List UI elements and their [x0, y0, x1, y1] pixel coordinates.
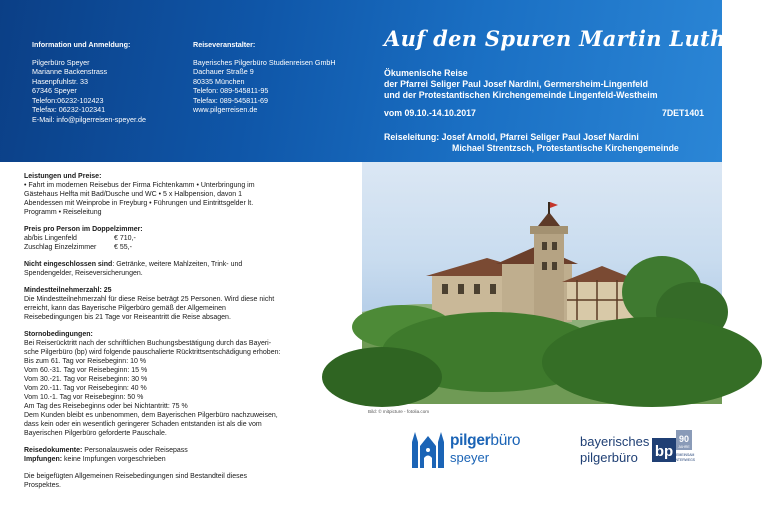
- services-line: Abendessen mit Weinprobe in Freyburg • Führungen und Eintrittsgelder lt.: [24, 200, 254, 207]
- price-heading: Preis pro Person im Doppelzimmer:: [24, 226, 143, 233]
- min-participants-line: erreicht, kann das Bayerische Pilgerbüro gemäß der Allgemeinen: [24, 305, 226, 312]
- min-participants-heading: Mindestteilnehmerzahl: 25: [24, 287, 112, 294]
- cancellation-line: Vom 30.-21. Tag vor Reisebeginn: 30 %: [24, 376, 148, 383]
- cancellation-line: Vom 10.-1. Tag vor Reisebeginn: 50 %: [24, 394, 144, 401]
- leader-line: Michael Strentzsch, Protestantische Kirchengemeinde: [452, 143, 679, 153]
- trip-subtitle: [384, 68, 714, 101]
- cancellation-line: Bis zum 61. Tag vor Reisebeginn: 10 %: [24, 358, 147, 365]
- bayerisches-pilgerbuero-logo: [580, 430, 700, 472]
- exclusions-line: Spendengelder, Reiseversicherungen.: [24, 270, 143, 277]
- bp-tagline-1: GEMEINSAM: [673, 453, 695, 457]
- trip-date-row: [384, 108, 704, 119]
- min-participants-line: Die Mindestteilnehmerzahl für diese Reise beträgt 25 Personen. Wird diese nicht: [24, 296, 275, 303]
- contact-line: Pilgerbüro Speyer: [32, 57, 90, 67]
- exclusions-text: : Getränke, weitere Mahlzeiten, Trink- und: [112, 261, 243, 268]
- vaccinations-label: Impfungen:: [24, 456, 63, 463]
- price-value: € 710,-: [114, 235, 136, 242]
- cancellation-line: Dem Kunden bleibt es unbenommen, dem Bayerischen Pilgerbüro nachzuweisen,: [24, 412, 278, 419]
- trip-leaders: [384, 132, 714, 154]
- organizer-line: Telefax: 089-545811-69: [193, 95, 268, 105]
- cancellation-line: Bayerischen Pilgerbüro geforderte Pauschale.: [24, 430, 167, 437]
- cancellation-line: dass kein oder ein wesentlich geringerer Schaden entstanden ist als die vom: [24, 421, 262, 428]
- bp-years: 90: [678, 434, 690, 444]
- cancellation-line: Vom 20.-11. Tag vor Reisebeginn: 40 %: [24, 385, 147, 392]
- organizer-line: Bayerisches Pilgerbüro Studienreisen GmbH: [193, 57, 336, 67]
- organizer-line: 80335 München: [193, 76, 245, 86]
- services-line: Programm • Reiseleitung: [24, 209, 102, 216]
- subtitle-line: der Pfarrei Seliger Paul Josef Nardini, Germersheim-Lingenfeld: [384, 79, 648, 89]
- contact-line: Hasenpfuhlstr. 33: [32, 76, 88, 86]
- wartburg-castle-photo: [362, 162, 722, 404]
- services-line: • Fahrt im modernen Reisebus der Firma Fichtenkamm • Unterbringung im: [24, 182, 255, 189]
- organizer-website[interactable]: www.pilgerreisen.de: [193, 105, 258, 114]
- contact-email[interactable]: E-Mail: info@pilgerreisen-speyer.de: [32, 114, 146, 124]
- min-participants-line: Reisebedingungen bis 21 Tage vor Reiseantritt die Reise absagen.: [24, 314, 231, 321]
- logo1-wordmark: [450, 432, 520, 450]
- terms-line: Die beigefügten Allgemeinen Reisebedingungen sind Bestandteil dieses: [24, 473, 247, 480]
- organizer-heading: Reiseveranstalter:: [193, 40, 256, 49]
- documents-section: [24, 446, 309, 464]
- terms-line: Prospektes.: [24, 482, 61, 489]
- bp-years-label: JAHRE: [678, 445, 690, 449]
- logo1-word-a: pilger: [450, 432, 491, 449]
- contact-line: Telefon:06232-102423: [32, 95, 104, 105]
- price-table: [24, 234, 309, 252]
- trip-date: vom 09.10.-14.10.2017: [384, 108, 476, 118]
- photo-credit: Bild: © mitpicture - fotolia.com: [368, 409, 430, 414]
- subtitle-line: und der Protestantischen Kirchengemeinde Lingenfeld-Westheim: [384, 90, 658, 100]
- min-participants-section: [24, 286, 309, 322]
- cancellation-heading: Stornobedingungen:: [24, 331, 93, 338]
- terms-note: [24, 472, 309, 490]
- documents-value: Personalausweis oder Reisepass: [82, 447, 188, 454]
- trip-code: 7DET1401: [661, 108, 704, 118]
- logo1-word-b: büro: [490, 432, 521, 449]
- logo2-line2: pilgerbüro: [580, 450, 638, 465]
- price-label: Zuschlag Einzelzimmer: [24, 244, 97, 251]
- contact-heading: Information und Anmeldung:: [32, 40, 131, 49]
- documents-label: Reisedokumente:: [24, 447, 83, 454]
- price-section: [24, 225, 309, 252]
- cancellation-line: Bei Reiserücktritt nach der schriftlichen Buchungsbestätigung durch das Bayeri-: [24, 340, 272, 347]
- exclusions-section: [24, 260, 309, 278]
- subtitle-line: Ökumenische Reise: [384, 68, 468, 78]
- vaccinations-value: keine Impfungen vorgeschrieben: [62, 456, 166, 463]
- logo2-line1: bayerisches: [580, 434, 650, 449]
- leader-line: Reiseleitung: Josef Arnold, Pfarrei Seliger Paul Josef Nardini: [384, 132, 639, 142]
- cancellation-line: Vom 60.-31. Tag vor Reisebeginn: 15 %: [24, 367, 148, 374]
- contact-line: Telefax: 06232-102341: [32, 105, 106, 114]
- castle-illustration: [362, 162, 722, 404]
- cancellation-line: Am Tag des Reisebeginns oder bei Nichtantritt: 75 %: [24, 403, 188, 410]
- contact-line: 67346 Speyer: [32, 86, 77, 95]
- organizer-line: Dachauer Straße 9: [193, 67, 254, 76]
- trip-details: [24, 172, 309, 498]
- cathedral-icon: [410, 428, 446, 470]
- bp-mark-icon: [652, 430, 695, 468]
- cancellation-line: sche Pilgerbüro (bp) wird folgende pauschalierte Rücktrittsentschädigung erhoben:: [24, 349, 281, 356]
- organizer-line: Telefon: 089-545811-95: [193, 86, 269, 95]
- header-banner: [0, 0, 763, 162]
- contact-info: [32, 40, 182, 124]
- bp-mark-text: bp: [654, 443, 674, 460]
- services-line: Gästehaus Helfta mit Bad/Dusche und WC • 5 x Halbpension, davon 1: [24, 191, 243, 198]
- pilgerbuero-speyer-logo: [410, 428, 520, 470]
- logo1-subtitle: speyer: [450, 450, 490, 465]
- price-value: € 55,-: [114, 244, 132, 251]
- exclusions-heading: Nicht eingeschlossen sind: [24, 261, 113, 268]
- price-label: ab/bis Lingenfeld: [24, 235, 77, 242]
- page-title: Auf den Spuren Martin Luthers: [384, 26, 763, 51]
- services-heading: Leistungen und Preise:: [24, 173, 102, 180]
- contact-line: Marianne Backenstrass: [32, 67, 108, 76]
- organizer-info: [193, 40, 363, 115]
- cancellation-section: [24, 330, 309, 438]
- services-section: [24, 172, 309, 217]
- bp-tagline-2: UNTERWEGS: [673, 458, 695, 462]
